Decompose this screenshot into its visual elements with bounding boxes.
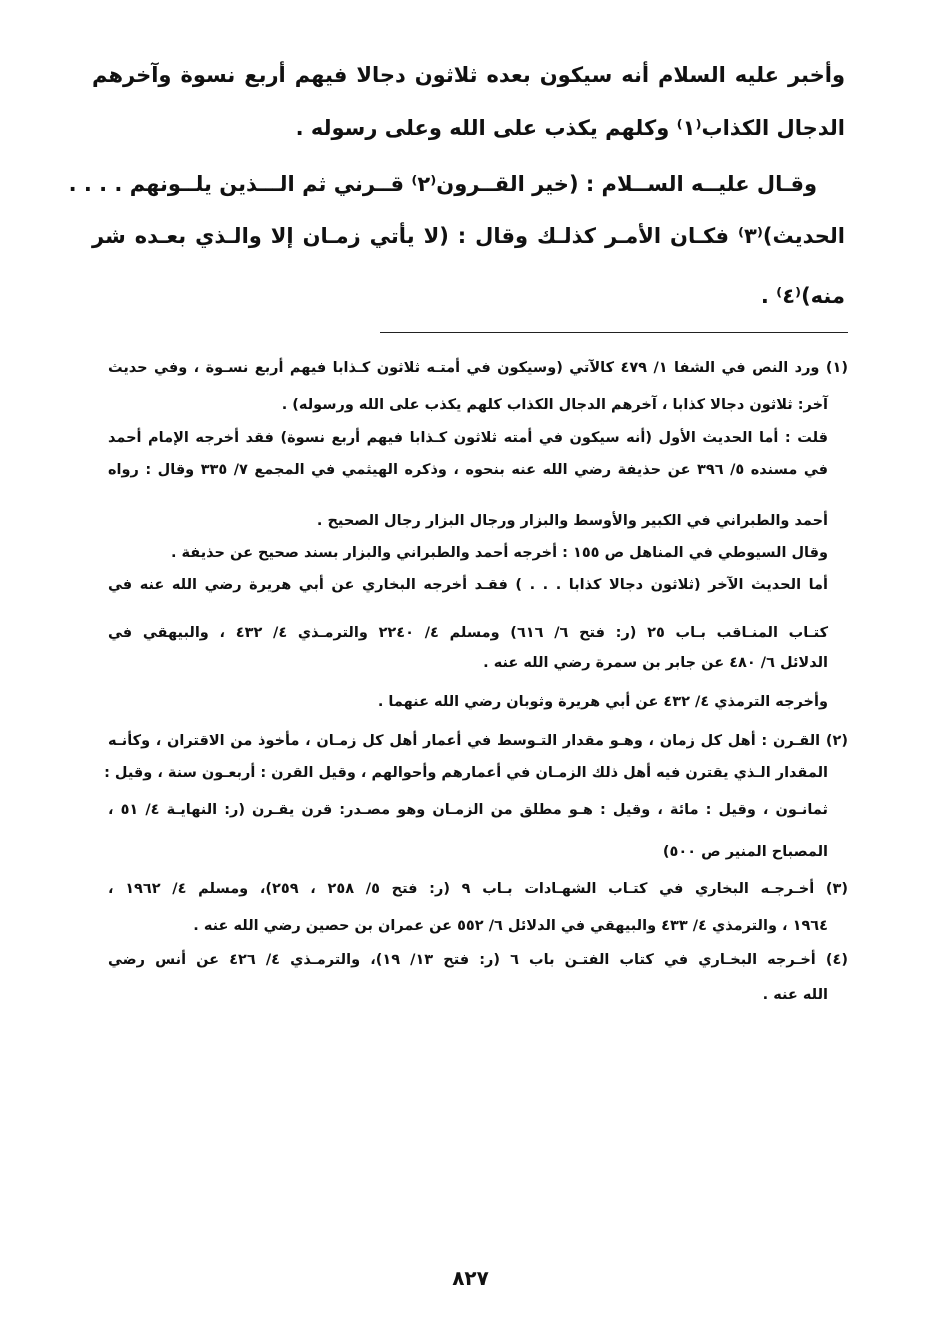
main-line: وقـال عليــه الســلام : (خير القــرون⁽٢⁾ قــرني ثم الـــذين يلــونهم . . . . (68, 172, 817, 196)
footnote-line: في مسنده ٥/ ٣٩٦ عن حذيفة رضي الله عنه بنحوه ، وذكره الهيثمي في المجمع ٧/ ٣٣٥ وقال : رواه (108, 462, 828, 478)
footnote-line: (٤) أخـرجه البخـاري في كتاب الفتـن باب ٦ (ر: فتح ١٣/ ١٩)، والترمـذي ٤/ ٤٢٦ عن أنس رضي (108, 952, 848, 968)
footnote-line: قلت : أما الحديث الأول (أنه سيكون في أمته ثلاثون كـذابا فيهم أربع نسوة) فقد أخرجه الإمام أحمد (108, 430, 828, 446)
footnote-line: ثمانـون ، وقيل : مائة ، وقيل : هـو مطلق من الزمـان وهو مصـدر: قرن يقـرن (ر: النهايـة ٤/ ٥١ ، (108, 802, 828, 818)
footnote-line: المصباح المنير ص ٥٠٠) (662, 844, 828, 860)
footnote-separator (380, 332, 848, 333)
footnote-line: أحمد والطبراني في الكبير والأوسط والبزار ورجال البزار رجال الصحيح . (316, 513, 828, 529)
footnote-line: آخر: ثلاثون دجالا كذابا ، آخرهم الدجال الكذاب كلهم يكذب على الله ورسوله) . (281, 397, 828, 413)
main-line: وأخبر عليه السلام أنه سيكون بعده ثلاثون دجالا فيهم أربع نسوة وآخرهم (92, 63, 845, 87)
main-line: الدجال الكذاب⁽١⁾ وكلهم يكذب على الله وعلى رسوله . (295, 116, 845, 140)
footnote-line: أما الحديث الآخر (ثلاثون دجالا كذابا . . . ) فقـد أخرجه البخاري عن أبي هريرة رضي الله عنه في (108, 577, 828, 593)
footnote-line: (٢) القـرن : أهل كل زمان ، وهـو مقدار التـوسط في أعمار أهل كل زمـان ، مأخوذ من الاقتران ، وكأنـه (108, 733, 848, 749)
footnote-line: المقدار الـذي يقترن فيه أهل ذلك الزمـان في أعمارهم وأحوالهم ، وقيل القرن : أربعـون سنة ، وقيل : (104, 765, 828, 781)
main-line: منه)⁽٤⁾ . (760, 284, 845, 308)
main-line: الحديث)⁽٣⁾ فكـان الأمـر كذلـك وقال : (لا يأتي زمـان إلا والـذي بعـده شر (92, 224, 845, 248)
footnote-line: ١٩٦٤ ، والترمذي ٤/ ٤٣٣ والبيهقي في الدلائل ٦/ ٥٥٢ عن عمران بن حصين رضي الله عنه . (193, 918, 828, 934)
footnote-line: (٣) أخـرجـه البخاري في كتـاب الشهـادات بـاب ٩ (ر: فتح ٥/ ٢٥٨ ، ٢٥٩)، ومسلم ٤/ ١٩٦٢ ، (108, 881, 848, 897)
footnote-line: (١) ورد النص في الشفا ١/ ٤٧٩ كالآتي (وسيكون في أمتـه ثلاثون كـذابا فيهم أربع نسـوة ، وفي حديث (108, 360, 848, 376)
footnote-line: الله عنه . (762, 987, 828, 1003)
footnote-line: وأخرجه الترمذي ٤/ ٤٣٢ عن أبي هريرة وثوبان رضي الله عنهما . (377, 694, 828, 710)
footnote-line: وقال السيوطي في المناهل ص ١٥٥ : أخرجه أحمد والطبراني والبزار بسند صحيح عن حذيفة . (170, 545, 828, 561)
footnote-line: الدلائل ٦/ ٤٨٠ عن جابر بن سمرة رضي الله عنه . (483, 655, 828, 671)
page-number: ٨٢٧ (452, 1266, 489, 1290)
footnote-line: كتـاب المنـاقب بـاب ٢٥ (ر: فتح ٦/ ٦١٦) ومسلم ٤/ ٢٢٤٠ والترمـذي ٤/ ٤٣٢ ، والبيهقي في (108, 625, 829, 641)
